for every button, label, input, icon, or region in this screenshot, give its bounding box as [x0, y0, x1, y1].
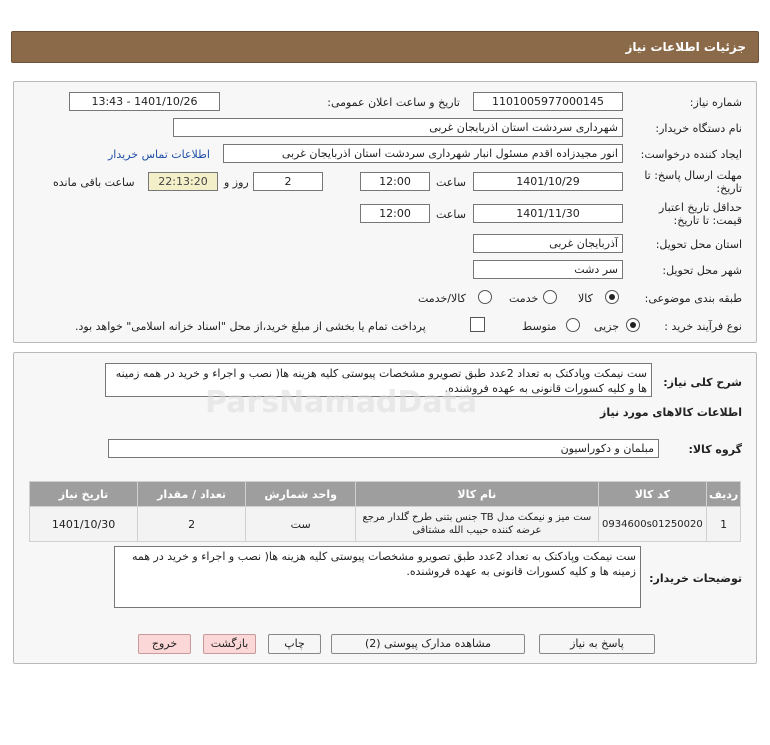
category-option-goods: کالا	[578, 292, 593, 305]
category-radio-goods[interactable]	[605, 290, 619, 304]
row-index: 1	[707, 507, 741, 542]
process-option-minor: جزیی	[594, 320, 620, 333]
deadline-label: مهلت ارسال پاسخ: تا	[644, 169, 742, 182]
need-number-field: 1101005977000145	[473, 92, 623, 111]
days-remaining-field: 2	[253, 172, 323, 191]
back-button[interactable]: بازگشت	[203, 634, 256, 654]
watermark-text: ParsNamadData	[205, 385, 478, 420]
treasury-payment-note: پرداخت تمام یا بخشی از مبلغ خرید،از محل "اسناد خزانه اسلامی" خواهد بود.	[75, 320, 426, 333]
announce-datetime-field: 1401/10/26 - 13:43	[69, 92, 220, 111]
col-unit-header: واحد شمارش	[246, 482, 356, 507]
process-radio-minor[interactable]	[626, 318, 640, 332]
buyer-notes-box: ست نیمکت وپادکتک به تعداد 2عدد طبق تصویرو مشخصات پیوستی کلیه هزینه ها( نصب و اجراء و خرید در همه زمینه ها و کلیه کسورات قانونی به عهده فروشنده.	[114, 546, 641, 608]
process-type-label: نوع فرآیند خرید :	[664, 320, 742, 333]
page-title: جزئیات اطلاعات نیاز	[625, 40, 746, 54]
buyer-org-label: نام دستگاه خریدار:	[655, 122, 742, 135]
price-validity-label: حداقل تاریخ اعتبار	[658, 201, 742, 214]
deadline-time-field: 12:00	[360, 172, 430, 191]
remaining-time-field: 22:13:20	[148, 172, 218, 191]
goods-quantity: 2	[138, 507, 246, 542]
validity-time-label: ساعت	[436, 208, 466, 221]
general-description-box: ست نیمکت وپادکتک به تعداد 2عدد طبق تصویرو مشخصات پیوستی کلیه هزینه ها( نصب و اجراء و خرید در همه زمینه ها و کلیه کسورات قانونی به عهده فروشنده.	[105, 363, 652, 397]
city-field: سر دشت	[473, 260, 623, 279]
goods-group-field: مبلمان و دکوراسیون	[108, 439, 659, 458]
creator-label: ایجاد کننده درخواست:	[640, 148, 742, 161]
deadline-label-date: تاریخ:	[716, 182, 742, 195]
col-row-header: ردیف	[707, 482, 741, 507]
reply-button[interactable]: پاسخ به نیاز	[539, 634, 655, 654]
category-radio-service[interactable]	[543, 290, 557, 304]
print-button[interactable]: چاپ	[268, 634, 321, 654]
province-label: استان محل تحویل:	[655, 238, 742, 251]
col-name-header: نام کالا	[356, 482, 598, 507]
price-validity-time-field: 12:00	[360, 204, 430, 223]
days-and-label: روز و	[224, 176, 249, 189]
col-code-header: کد کالا	[598, 482, 707, 507]
category-radio-goods-service[interactable]	[478, 290, 492, 304]
col-date-header: تاریخ نیاز	[30, 482, 138, 507]
goods-name: ست میز و نیمکت مدل TB جنس بتنی طرح گلدار مرجع عرضه کننده حبیب الله مشتاقی	[356, 507, 598, 542]
city-label: شهر محل تحویل:	[662, 264, 742, 277]
goods-section-title: اطلاعات کالاهای مورد نیاز	[600, 406, 742, 419]
page-header	[11, 31, 759, 63]
remaining-time-label: ساعت باقی مانده	[53, 176, 135, 189]
buyer-notes-label: توضیحات خریدار:	[649, 572, 742, 585]
exit-button[interactable]: خروج	[138, 634, 191, 654]
treasury-payment-checkbox[interactable]	[470, 317, 485, 332]
deadline-time-label: ساعت	[436, 176, 466, 189]
goods-table	[29, 481, 741, 542]
goods-need-date: 1401/10/30	[30, 507, 138, 542]
category-option-goods-service: کالا/خدمت	[418, 292, 466, 305]
goods-code: 0934600s01250020	[598, 507, 707, 542]
category-label: طبقه بندی موضوعی:	[644, 292, 742, 305]
goods-group-label: گروه کالا:	[688, 443, 742, 456]
creator-field: انور مجیدزاده اقدم مسئول انبار شهرداری سردشت استان اذربایجان غربی	[223, 144, 623, 163]
table-row	[30, 507, 741, 542]
announce-datetime-label: تاریخ و ساعت اعلان عمومی:	[327, 96, 460, 109]
province-field: آذربایجان غربی	[473, 234, 623, 253]
general-description-label: شرح کلی نیاز:	[663, 376, 742, 389]
buyer-contact-link[interactable]: اطلاعات تماس خریدار	[108, 148, 210, 161]
price-validity-label-date: قیمت: تا تاریخ:	[673, 214, 742, 227]
category-option-service: خدمت	[509, 292, 539, 305]
process-radio-medium[interactable]	[566, 318, 580, 332]
process-option-medium: متوسط	[522, 320, 557, 333]
deadline-date-field: 1401/10/29	[473, 172, 623, 191]
goods-table-header	[30, 482, 741, 507]
need-number-label: شماره نیاز:	[689, 96, 742, 109]
view-attachments-button[interactable]: مشاهده مدارک پیوستی (2)	[331, 634, 525, 654]
buyer-org-field: شهرداری سردشت استان اذربایجان غربی	[173, 118, 623, 137]
price-validity-date-field: 1401/11/30	[473, 204, 623, 223]
goods-unit: ست	[246, 507, 356, 542]
col-qty-header: تعداد / مقدار	[138, 482, 246, 507]
